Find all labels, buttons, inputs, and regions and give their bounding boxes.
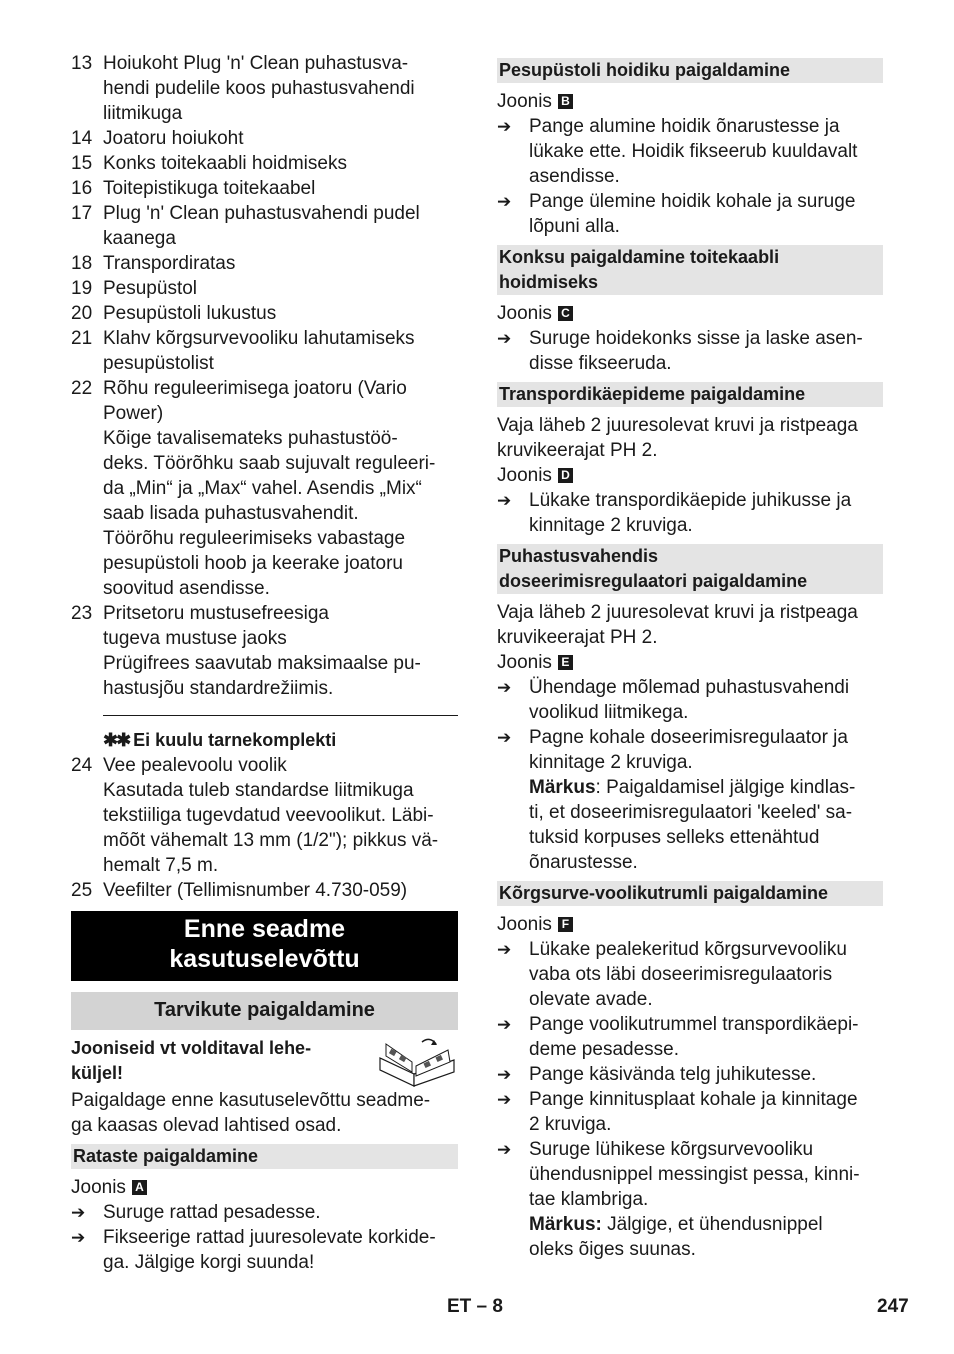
step-text-line: Pange ülemine hoidik kohale ja suruge bbox=[529, 191, 856, 212]
step-text-line: lõpuni alla. bbox=[529, 216, 620, 237]
item-text-line: Power) bbox=[103, 403, 164, 424]
arrow-right-icon: ➔ bbox=[497, 678, 512, 697]
step bbox=[497, 725, 883, 775]
intro-line1: Paigaldage enne kasutuselevõttu seadme- bbox=[71, 1090, 431, 1111]
item-number: 14 bbox=[71, 128, 93, 149]
step-text-line: Suruge hoidekonks sisse ja laske asen- bbox=[529, 328, 863, 349]
list-item bbox=[71, 126, 458, 151]
list-item bbox=[71, 376, 458, 601]
step-text-line: kinnitage 2 kruviga. bbox=[529, 515, 693, 536]
section-banner: Tarvikute paigaldamine bbox=[71, 992, 458, 1030]
step-text-line: asendisse. bbox=[529, 166, 620, 187]
figure-ref-d: Joonis D bbox=[497, 463, 883, 488]
item-text-line: Vee pealevoolu voolik bbox=[103, 755, 287, 776]
item-number: 19 bbox=[71, 278, 93, 299]
item-text-line: Pesupüstol bbox=[103, 278, 198, 299]
arrow-right-icon: ➔ bbox=[497, 491, 512, 510]
chapter-banner bbox=[71, 911, 458, 981]
note-block: Märkus: Paigaldamisel jälgige kindlas- ti, et doseerimisregulaatori 'keeled' sa- tuksid korpuses selleks ettenähtud õnarustesse. bbox=[529, 775, 883, 875]
figure-letter-icon: D bbox=[558, 468, 573, 483]
item-text-line: hastusjõu standardrežiimis. bbox=[103, 678, 334, 699]
paragraph-line: Vaja läheb 2 juuresolevat kruvi ja ristpeaga bbox=[497, 415, 858, 436]
step-text-line: olevate avade. bbox=[529, 989, 653, 1010]
arrow-right-icon: ➔ bbox=[71, 1203, 86, 1222]
item-text-line: kaanega bbox=[103, 228, 176, 249]
item-text-line: tekstiiliga tugevdatud veevoolikut. Läbi- bbox=[103, 805, 434, 826]
list-item bbox=[71, 201, 458, 251]
item-text-line: Plug 'n' Clean puhastusvahendi pudel bbox=[103, 203, 420, 224]
step bbox=[497, 488, 883, 538]
chapter-title-line2: kasutuselevõttu bbox=[169, 945, 360, 973]
arrow-right-icon: ➔ bbox=[497, 1090, 512, 1109]
item-text-line: Transpordiratas bbox=[103, 253, 236, 274]
figure-ref-f: Joonis F bbox=[497, 912, 883, 937]
arrow-right-icon: ➔ bbox=[497, 192, 512, 211]
item-text-line: tugeva mustuse jaoks bbox=[103, 628, 287, 649]
item-text-line: Kasutada tuleb standardse liitmikuga bbox=[103, 780, 414, 801]
item-number: 18 bbox=[71, 253, 93, 274]
step bbox=[497, 1062, 883, 1087]
step bbox=[497, 326, 883, 376]
step-text-line: 2 kruviga. bbox=[529, 1114, 612, 1135]
item-text-line: pesupüstolist bbox=[103, 353, 214, 374]
item-text-line: Klahv kõrgsurvevooliku lahutamiseks bbox=[103, 328, 415, 349]
item-number: 15 bbox=[71, 153, 93, 174]
step-text-line: vaba ots läbi doseerimisregulaatoris bbox=[529, 964, 833, 985]
step bbox=[497, 114, 883, 189]
item-text-line: hemalt 7,5 m. bbox=[103, 855, 219, 876]
note-text-line: ti, et doseerimisregulaatori 'keeled' sa- bbox=[529, 802, 853, 823]
item-text-line: Prügifrees saavutab maksimaalse pu- bbox=[103, 653, 421, 674]
right-column bbox=[497, 51, 883, 1262]
figure-label: Joonis bbox=[71, 1177, 126, 1198]
step-text-line: tae klambriga. bbox=[529, 1189, 649, 1210]
item-text-line: Rõhu reguleerimisega joatoru (Vario bbox=[103, 378, 407, 399]
item-text-line: deks. Töörõhku saab sujuvalt reguleeri- bbox=[103, 453, 436, 474]
accessory-list bbox=[71, 753, 458, 903]
item-text-line: Konks toitekaabli hoidmiseks bbox=[103, 153, 347, 174]
left-column bbox=[71, 51, 458, 1275]
open-book-icon bbox=[376, 1036, 458, 1088]
step: ➔ Fikseerige rattad juuresolevate korkide- ga. Jälgige korgi suunda! bbox=[71, 1227, 436, 1273]
item-text-line: hendi pudelile koos puhastusvahendi bbox=[103, 78, 415, 99]
list-item bbox=[71, 176, 458, 201]
note-text-line: tuksid korpuses selleks ettenähtud bbox=[529, 827, 820, 848]
item-text-line: liitmikuga bbox=[103, 103, 183, 124]
page-number: 247 bbox=[877, 1296, 909, 1317]
item-text-line: Pesupüstoli lukustus bbox=[103, 303, 277, 324]
figure-ref-a bbox=[71, 1175, 458, 1200]
step-text-line: disse fikseeruda. bbox=[529, 353, 672, 374]
list-item bbox=[71, 601, 458, 701]
paragraph-line: kruvikeerajat PH 2. bbox=[497, 440, 658, 461]
step-text-line: Lükake transpordikäepide juhikusse ja bbox=[529, 490, 852, 511]
item-number: 23 bbox=[71, 603, 93, 624]
item-number: 25 bbox=[71, 880, 93, 901]
list-item bbox=[71, 151, 458, 176]
paragraph-line: Vaja läheb 2 juuresolevat kruvi ja ristpeaga bbox=[497, 602, 858, 623]
step-text-line: voolikud liitmikega. bbox=[529, 702, 689, 723]
item-number: 13 bbox=[71, 53, 93, 74]
divider bbox=[103, 715, 458, 716]
arrow-right-icon: ➔ bbox=[71, 1228, 86, 1247]
note-text-line: õnarustesse. bbox=[529, 852, 638, 873]
item-number: 21 bbox=[71, 328, 93, 349]
note-block: Märkus: Jälgige, et ühendusnippel oleks õiges suunas. bbox=[529, 1214, 823, 1260]
item-number: 16 bbox=[71, 178, 93, 199]
arrow-right-icon: ➔ bbox=[497, 1065, 512, 1084]
step bbox=[497, 1087, 883, 1137]
fold-notice-line2: küljel! bbox=[71, 1063, 124, 1083]
list-item bbox=[71, 251, 458, 276]
step-text-line: Ühendage mõlemad puhastusvahendi bbox=[529, 677, 850, 698]
item-text-line: Veefilter (Tellimisnumber 4.730-059) bbox=[103, 880, 408, 901]
step-text-line: Pange käsivända telg juhikutesse. bbox=[529, 1064, 817, 1085]
figure-letter-icon: C bbox=[558, 306, 573, 321]
not-included-heading bbox=[103, 728, 458, 753]
fold-notice-line1: Jooniseid vt volditaval lehe- bbox=[71, 1038, 312, 1058]
step-text-line: kinnitage 2 kruviga. bbox=[529, 752, 693, 773]
arrow-right-icon: ➔ bbox=[497, 728, 512, 747]
figure-ref-c: Joonis C bbox=[497, 301, 883, 326]
arrow-right-icon: ➔ bbox=[497, 1140, 512, 1159]
item-text-line: saab lisada puhastusvahendit. bbox=[103, 503, 359, 524]
item-text-line: Toitepistikuga toitekaabel bbox=[103, 178, 316, 199]
step bbox=[497, 675, 883, 725]
item-text-line: da „Min“ ja „Max“ vahel. Asendis „Mix“ bbox=[103, 478, 422, 499]
double-asterisk-icon: ✱✱ bbox=[103, 730, 130, 750]
list-item bbox=[71, 301, 458, 326]
item-number: 24 bbox=[71, 755, 93, 776]
figure-ref-e: Joonis E bbox=[497, 650, 883, 675]
section-heading-cable-hook: Konksu paigaldamine toitekaabli hoidmiseks bbox=[497, 245, 883, 295]
step-text-line: Lükake pealekeritud kõrgsurvevooliku bbox=[529, 939, 847, 960]
item-text-line: Kõige tavalisemateks puhastustöö- bbox=[103, 428, 398, 449]
step-text-line: ühendusnippel messingist pessa, kinni- bbox=[529, 1164, 860, 1185]
step bbox=[497, 1137, 883, 1212]
not-included-title: Ei kuulu tarnekomplekti bbox=[133, 730, 337, 750]
figure-letter-icon: E bbox=[558, 655, 573, 670]
step-text-line: deme pesadesse. bbox=[529, 1039, 679, 1060]
list-item bbox=[71, 753, 458, 878]
figure-letter-icon: F bbox=[558, 917, 573, 932]
arrow-right-icon: ➔ bbox=[497, 329, 512, 348]
step bbox=[497, 1012, 883, 1062]
step-text-line: Pange kinnitusplaat kohale ja kinnitage bbox=[529, 1089, 858, 1110]
section-heading-hose-reel: Kõrgsurve-voolikutrumli paigaldamine bbox=[497, 881, 883, 906]
item-text-line: soovitud asendisse. bbox=[103, 578, 270, 599]
item-text-line: Töörõhu reguleerimiseks vabastage bbox=[103, 528, 406, 549]
item-text-line: Pritsetoru mustusefreesiga bbox=[103, 603, 329, 624]
section-heading-gun-holder: Pesupüstoli hoidiku paigaldamine bbox=[497, 58, 883, 83]
item-text-line: mõõt vähemalt 13 mm (1/2"); pikkus vä- bbox=[103, 830, 439, 851]
step bbox=[497, 189, 883, 239]
section-heading-wheels: Rataste paigaldamine bbox=[71, 1144, 458, 1169]
section-heading-dosing-regulator: Puhastusvahendis doseerimisregulaatori paigaldamine bbox=[497, 544, 883, 594]
parts-list bbox=[71, 51, 458, 701]
arrow-right-icon: ➔ bbox=[497, 1015, 512, 1034]
list-item bbox=[71, 51, 458, 126]
section-heading-transport-handle: Transpordikäepideme paigaldamine bbox=[497, 382, 883, 407]
figure-letter-icon: B bbox=[558, 94, 573, 109]
item-text-line: pesupüstoli hoob ja keerake joatoru bbox=[103, 553, 403, 574]
arrow-right-icon: ➔ bbox=[497, 117, 512, 136]
step-text-line: Pange voolikutrummel transpordikäepi- bbox=[529, 1014, 859, 1035]
fold-out-notice bbox=[71, 1036, 458, 1088]
item-number: 22 bbox=[71, 378, 93, 399]
arrow-right-icon: ➔ bbox=[497, 940, 512, 959]
step-text-line: Pagne kohale doseerimisregulaator ja bbox=[529, 727, 848, 748]
item-number: 20 bbox=[71, 303, 93, 324]
list-item bbox=[71, 878, 458, 903]
paragraph-line: kruvikeerajat PH 2. bbox=[497, 627, 658, 648]
list-item bbox=[71, 326, 458, 376]
step bbox=[497, 937, 883, 1012]
chapter-title-line1: Enne seadme bbox=[183, 915, 346, 943]
step-text-line: lükake ette. Hoidik fikseerub kuuldavalt bbox=[529, 141, 858, 162]
item-text-line: Hoiukoht Plug 'n' Clean puhastusva- bbox=[103, 53, 409, 74]
item-number: 17 bbox=[71, 203, 93, 224]
figure-ref-b: Joonis B bbox=[497, 89, 883, 114]
section-page-number: ET – 8 bbox=[447, 1296, 503, 1317]
step-text-line: Pange alumine hoidik õnarustesse ja bbox=[529, 116, 840, 137]
list-item bbox=[71, 276, 458, 301]
item-text-line: Joatoru hoiukoht bbox=[103, 128, 244, 149]
figure-letter-icon: A bbox=[132, 1180, 147, 1195]
intro-line2: ga kaasas olevad lahtised osad. bbox=[71, 1115, 342, 1136]
step: ➔ Suruge rattad pesadesse. bbox=[71, 1202, 321, 1223]
step-text-line: Suruge lühikese kõrgsurvevooliku bbox=[529, 1139, 814, 1160]
